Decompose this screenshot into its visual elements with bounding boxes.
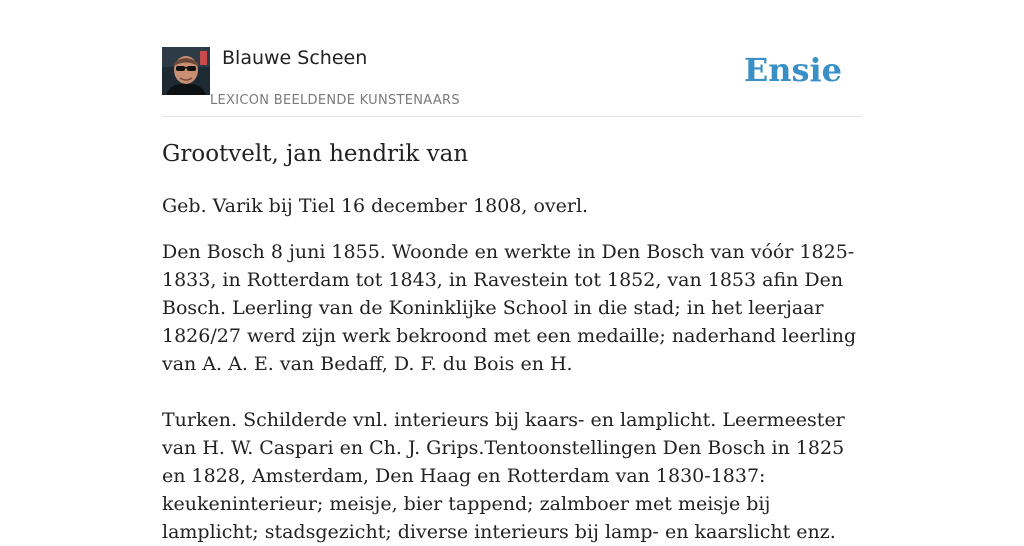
article-paragraph: Den Bosch 8 juni 1855. Woonde en werkte in Den Bosch van vóór 1825-1833, in Rotterdam tot 1843, in Ravestein tot 1852, van 1853 afin Den Bosch. Leerling van de Koninklijke School in die stad; in het leerjaar 1826/27 werd zijn werk bekroond met een medaille; naderhand leerling van A. A. E. van Bedaff, D. F. du Bois en H. <box>162 241 857 375</box>
category-label[interactable]: LEXICON BEELDENDE KUNSTENAARS <box>210 93 460 108</box>
article-body <box>162 138 866 546</box>
author-name[interactable]: Blauwe Scheen <box>222 47 368 69</box>
article-paragraph: Geb. Varik bij Tiel 16 december 1808, overl. <box>162 195 589 217</box>
avatar-photo <box>162 47 210 95</box>
author-avatar[interactable] <box>162 47 210 95</box>
ensie-logo[interactable]: Ensie <box>743 51 842 89</box>
article-paragraph: Turken. Schilderde vnl. interieurs bij kaars- en lamplicht. Leermeester van H. W. Caspari en Ch. J. Grips.Tentoonstellingen Den Bosch in 1825 en 1828, Amsterdam, Den Haag en Rotterdam van 1830-1837: keukeninterieur; meisje, bier tappend; zalmboer met meisje bij lamplicht; stadsgezicht; diverse interieurs bij lamp- en kaarslicht enz. <box>162 409 845 543</box>
article-title: Grootvelt, jan hendrik van <box>162 141 469 167</box>
article-header <box>162 46 862 117</box>
